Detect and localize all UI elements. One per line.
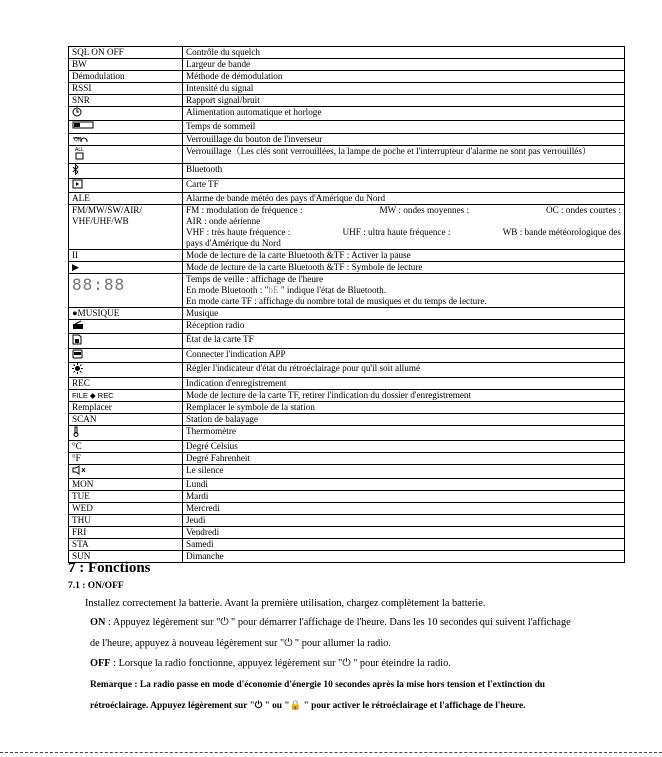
- symbol-row: [69, 491, 625, 503]
- symbol-label: FRI: [72, 527, 87, 538]
- symbol-cell: [69, 320, 183, 334]
- symbol-row: [69, 107, 625, 121]
- display-line1: Temps de veille : affichage de l'heure: [186, 274, 324, 285]
- symbol-row: [69, 503, 625, 515]
- description-cell: Musique: [183, 308, 625, 320]
- symbol-row: [69, 441, 625, 453]
- symbol-row: [69, 179, 625, 193]
- symbol-table: [68, 46, 625, 563]
- symbol-cell: [69, 402, 183, 414]
- description-cell: Degré Celsius: [183, 441, 625, 453]
- description-cell: Alarme de bande météo des pays d'Amérique du Nord: [183, 193, 625, 205]
- tf-card-icon: [72, 179, 83, 192]
- symbol-cell: [69, 453, 183, 465]
- section-title: 7 : Fonctions: [68, 560, 151, 576]
- description-cell: Rapport signal/bruit: [183, 95, 625, 107]
- description-cell: Verrouillage du bouton de l'inverseur: [183, 134, 625, 146]
- symbol-cell: [69, 349, 183, 363]
- remark-line2: rétroéclairage. Appuyez légèrement sur "⏻ " ou "🔒 " pour activer le rétroéclairage et l'affichage de l'heure.: [90, 701, 526, 711]
- symbol-row: [69, 250, 625, 262]
- symbol-row: [69, 334, 625, 349]
- symbol-cell: [69, 503, 183, 515]
- description-cell: Dimanche: [183, 551, 625, 563]
- power-icon: ⏻: [254, 701, 263, 711]
- svg-text:ALL: ALL: [75, 147, 84, 154]
- description-cell: Bluetooth: [183, 164, 625, 179]
- symbol-cell: [69, 426, 183, 441]
- description-cell: Verrouillage（Les clés sont verrouillées, la lampe de poche et l'interrupteur d'alarme ne sont pas verrouillés）: [183, 146, 625, 164]
- symbol-label: THU: [72, 515, 91, 526]
- description-cell: Vendredi: [183, 527, 625, 539]
- band-wb-cont: pays d'Amérique du Nord: [186, 238, 281, 249]
- symbol-cell: [69, 390, 183, 402]
- mute-icon: [72, 465, 88, 478]
- symbol-row: [69, 308, 625, 320]
- symbol-cell: [69, 164, 183, 179]
- power-icon: ⏻: [220, 617, 229, 628]
- symbol-row: [69, 551, 625, 563]
- description-cell: Jeudi: [183, 515, 625, 527]
- symbol-cell: [69, 539, 183, 551]
- band-vhf: VHF : très haute fréquence :: [186, 227, 291, 238]
- symbol-label: ▶: [72, 262, 80, 273]
- backlight-icon: [72, 363, 83, 377]
- sd-card-icon: [72, 334, 82, 348]
- symbol-label: STA: [72, 539, 89, 550]
- symbol-label: TUE: [72, 491, 90, 502]
- radio-icon: [72, 320, 84, 333]
- clock-battery-icon: [72, 107, 84, 120]
- symbol-cell: [69, 515, 183, 527]
- description-cell: Lundi: [183, 479, 625, 491]
- description-cell: Station de balayage: [183, 414, 625, 426]
- symbol-row: [69, 121, 625, 134]
- paragraph-off: OFF : Lorsque la radio fonctionne, appuyez légèrement sur "⏻ " pour éteindre la radio.: [90, 658, 451, 669]
- description-cell: Mercredi: [183, 503, 625, 515]
- symbol-row: [69, 539, 625, 551]
- symbol-cell: [69, 83, 183, 95]
- paragraph-on-cont: de l'heure, appuyez à nouveau légèrement sur "⏻ " pour allumer la radio.: [90, 638, 391, 649]
- paragraph-on: ON : Appuyez légèrement sur "⏻ " pour démarrer l'affichage de l'heure. Dans les 10 secondes qui suivent l'affichage: [90, 617, 571, 628]
- description-cell: Mode de lecture de la carte Bluetooth &TF : Activer la pause: [183, 250, 625, 262]
- symbol-label: II: [72, 250, 79, 261]
- display-line3: En mode carte TF : affichage du nombre total de musiques et du temps de lecture.: [186, 296, 487, 307]
- bt-segment-icon: bE: [268, 285, 279, 296]
- description-cell: Intensité du signal: [183, 83, 625, 95]
- description-cell: Méthode de démodulation: [183, 71, 625, 83]
- symbol-row: [69, 95, 625, 107]
- symbol-label: °F: [72, 453, 81, 464]
- symbol-row: [69, 426, 625, 441]
- symbol-label: ALE: [72, 193, 90, 204]
- description-cell: Le silence: [183, 465, 625, 479]
- remark-line1: Remarque : La radio passe en mode d'économie d'énergie 10 secondes après la mise hors tension et l'extinction du: [90, 680, 546, 690]
- symbol-label: Remplacer: [72, 402, 112, 413]
- description-cell: Thermomètre: [183, 426, 625, 441]
- description-cell: Mode de lecture de la carte Bluetooth &TF : Symbole de lecture: [183, 262, 625, 274]
- symbol-row: [69, 349, 625, 363]
- segment-display-symbol: [69, 274, 183, 308]
- symbol-cell: [69, 59, 183, 71]
- symbol-cell: [69, 95, 183, 107]
- description-cell: Indication d'enregistrement: [183, 378, 625, 390]
- description-cell: Temps de sommeil: [183, 121, 625, 134]
- symbol-cell: [69, 308, 183, 320]
- switch-lock-icon: [72, 134, 96, 145]
- symbol-row: [69, 59, 625, 71]
- symbol-cell: [69, 71, 183, 83]
- symbol-cell: [69, 134, 183, 146]
- band-wb: WB : bande météorologique des: [502, 227, 621, 238]
- description-cell: Largeur de bande: [183, 59, 625, 71]
- symbol-row: [69, 193, 625, 205]
- all-lock-icon: [72, 146, 90, 163]
- symbol-row: [69, 146, 625, 164]
- power-icon: ⏻: [342, 658, 351, 669]
- symbol-row: [69, 527, 625, 539]
- symbol-cell: [69, 414, 183, 426]
- symbol-row: [69, 515, 625, 527]
- description-cell: Alimentation automatique et horloge: [183, 107, 625, 121]
- symbol-row: [69, 71, 625, 83]
- symbol-label: FILE ◆ REC: [72, 391, 114, 401]
- symbol-row: [69, 363, 625, 378]
- band-uhf: UHF : ultra haute fréquence :: [342, 227, 451, 238]
- symbol-row: [69, 378, 625, 390]
- description-cell: Degré Fahrenheit: [183, 453, 625, 465]
- app-icon: [72, 349, 83, 362]
- description-cell: Connecter l'indication APP: [183, 349, 625, 363]
- symbol-row: [69, 414, 625, 426]
- band-oc: OC : ondes courtes :: [545, 205, 621, 216]
- thermometer-icon: [72, 426, 80, 440]
- symbol-row: [69, 479, 625, 491]
- symbol-cell: [69, 146, 183, 164]
- paragraph-battery: Installez correctement la batterie. Avant la première utilisation, chargez complètement la batterie.: [85, 598, 486, 609]
- segment-display-icon: 88:88: [72, 275, 126, 295]
- band-fm: FM : modulation de fréquence :: [186, 205, 303, 216]
- subsection-title: 7.1 : ON/OFF: [68, 581, 124, 591]
- display-line2: En mode Bluetooth : "bE " indique l'état de Bluetooth.: [186, 285, 387, 296]
- symbol-label: SQL ON OFF: [72, 47, 124, 57]
- band-symbol: FM/MW/SW/AIR/ VHF/UHF/WB: [69, 205, 183, 250]
- display-row: [69, 274, 625, 308]
- band-air: AIR : onde aérienne: [186, 216, 261, 227]
- sleep-timer-icon: [72, 121, 96, 133]
- symbol-label: WED: [72, 503, 93, 514]
- description-cell: Remplacer le symbole de la station: [183, 402, 625, 414]
- band-row: [69, 205, 625, 250]
- symbol-cell: [69, 47, 183, 59]
- symbol-cell: [69, 441, 183, 453]
- symbol-label: SUN: [72, 551, 91, 562]
- description-cell: Carte TF: [183, 179, 625, 193]
- symbol-cell: [69, 250, 183, 262]
- symbol-row: [69, 453, 625, 465]
- symbol-cell: [69, 262, 183, 274]
- description-cell: Régler l'indicateur d'état du rétroéclairage pour qu'il soit allumé: [183, 363, 625, 378]
- symbol-label: Démodulation: [72, 71, 125, 81]
- symbol-cell: [69, 479, 183, 491]
- symbol-row: [69, 320, 625, 334]
- symbol-row: [69, 134, 625, 146]
- svg-text:ON: ON: [74, 137, 82, 143]
- description-cell: Samedi: [183, 539, 625, 551]
- power-icon: ⏻: [284, 638, 293, 649]
- symbol-cell: [69, 334, 183, 349]
- symbol-label: BW: [72, 59, 87, 69]
- description-cell: Contrôle du squelch: [183, 47, 625, 59]
- lock-icon: 🔒: [289, 701, 302, 711]
- bluetooth-icon: [72, 164, 80, 178]
- band-description: [183, 205, 625, 250]
- page-footer-rule: [0, 752, 662, 753]
- band-mw: MW : ondes moyennes :: [379, 205, 470, 216]
- symbol-label: RSSI: [72, 83, 92, 93]
- symbol-cell: [69, 121, 183, 134]
- display-description: [183, 274, 625, 308]
- symbol-row: [69, 47, 625, 59]
- symbol-row: [69, 465, 625, 479]
- symbol-cell: [69, 179, 183, 193]
- description-cell: Réception radio: [183, 320, 625, 334]
- symbol-cell: [69, 527, 183, 539]
- symbol-label: ●MUSIQUE: [72, 308, 120, 319]
- symbol-cell: [69, 107, 183, 121]
- symbol-row: [69, 164, 625, 179]
- symbol-row: [69, 390, 625, 402]
- symbol-cell: [69, 378, 183, 390]
- symbol-label: SCAN: [72, 414, 97, 425]
- symbol-cell: [69, 465, 183, 479]
- symbol-label: SNR: [72, 95, 90, 105]
- symbol-cell: [69, 363, 183, 378]
- symbol-row: [69, 402, 625, 414]
- symbol-label: MON: [72, 479, 94, 490]
- description-cell: État de la carte TF: [183, 334, 625, 349]
- symbol-row: [69, 83, 625, 95]
- symbol-cell: [69, 193, 183, 205]
- symbol-label: REC: [72, 378, 90, 389]
- symbol-row: [69, 262, 625, 274]
- symbol-label: °C: [72, 441, 82, 452]
- description-cell: Mode de lecture de la carte TF, retirer l'indication du dossier d'enregistrement: [183, 390, 625, 402]
- description-cell: Mardi: [183, 491, 625, 503]
- symbol-cell: [69, 491, 183, 503]
